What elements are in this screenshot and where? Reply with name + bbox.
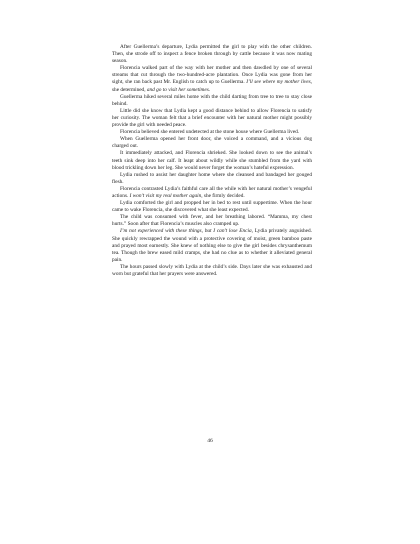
- italic-text: I’ll see where my mother lives,: [246, 79, 312, 86]
- text-run: she determined,: [112, 86, 147, 93]
- paragraph: [112, 186, 312, 200]
- text-run: she firmly decided.: [202, 192, 245, 199]
- text-run: Florencia walked part of the way with her mother and then dawdled by one of several streams that cut through the two-hundred-acre plantation. Once Lydia was gone from her sight, she ran back past Mr. English to catch up to Guellerma.: [112, 65, 312, 86]
- paragraph: [112, 200, 312, 214]
- paragraph: [112, 214, 312, 228]
- paragraph: [112, 150, 312, 171]
- text-run: Guellerma hiked several miles home with the child darting from tree to tree to stay close behind.: [112, 93, 312, 107]
- italic-text: I won’t visit my real mother again,: [129, 192, 203, 199]
- text-run: The child was consumed with fever, and her breathing labored. “Mamma, my chest hurts.” Soon after that Florencia’s muscles also cramped up.: [112, 214, 312, 228]
- paragraph: [112, 172, 312, 186]
- paragraph: [112, 94, 312, 108]
- text-run: The hours passed slowly with Lydia at the child’s side. Days later she was exhausted and worn but grateful that her prayers were answered.: [112, 263, 312, 277]
- text-run: Little did she know that Lydia kept a good distance behind to allow Florencia to satisfy her curiosity. The woman felt that a brief encounter with her natural mother might possibly provide the girl with needed peace.: [112, 107, 312, 129]
- text-run: Florencia contrasted Lydia’s faithful care all the while with her natural mother’s vengeful actions.: [112, 185, 312, 199]
- italic-text: and go to visit her sometimes.: [146, 86, 211, 93]
- paragraph: [112, 108, 312, 129]
- text-run: When Guellerma opened her front door, she voiced a command, and a vicious dog charged out.: [112, 136, 312, 150]
- text-run: Lydia comforted the girl and propped her in bed to rest until suppertime. When the hour came to wake Florencia, she discovered what she least expected.: [112, 200, 312, 214]
- text-run: Lydia privately anguished. She quickly rewrapped the wound with a protective covering of moist, green bamboo paste and prayed most earnestly. She knew of nothing else to give the girl besides chrysanthemum tea. Though the brew eased mild cramps, she had no clue as to whether it alleviated general pain.: [112, 228, 312, 263]
- paragraph: [112, 228, 312, 263]
- page-number: 46: [207, 438, 213, 444]
- paragraph: [112, 264, 312, 278]
- text-run: Florencia believed she entered undetected at the stone house where Guellerma lived.: [120, 129, 300, 136]
- paragraph: [112, 136, 312, 150]
- text-run: It immediately attacked, and Florencia shrieked. She looked down to see the animal’s teeth sink deep into her calf. It leapt about wildly while she stumbled from the yard with blood trickling down her leg. She would never forget the woman’s hateful expression.: [112, 150, 312, 171]
- paragraph: [112, 44, 312, 65]
- body-text: [112, 44, 312, 278]
- italic-text: I’m not experienced with these things, but I can’t lose Encia,: [120, 228, 253, 235]
- paragraph: [112, 65, 312, 93]
- text-run: After Guellerma’s departure, Lydia permitted the girl to play with the other children. Then, she strode off to inspect a fence broken through by cattle because it was now mating season.: [112, 44, 312, 65]
- text-run: Lydia rushed to assist her daughter home where she cleansed and bandaged her gouged flesh.: [112, 171, 312, 185]
